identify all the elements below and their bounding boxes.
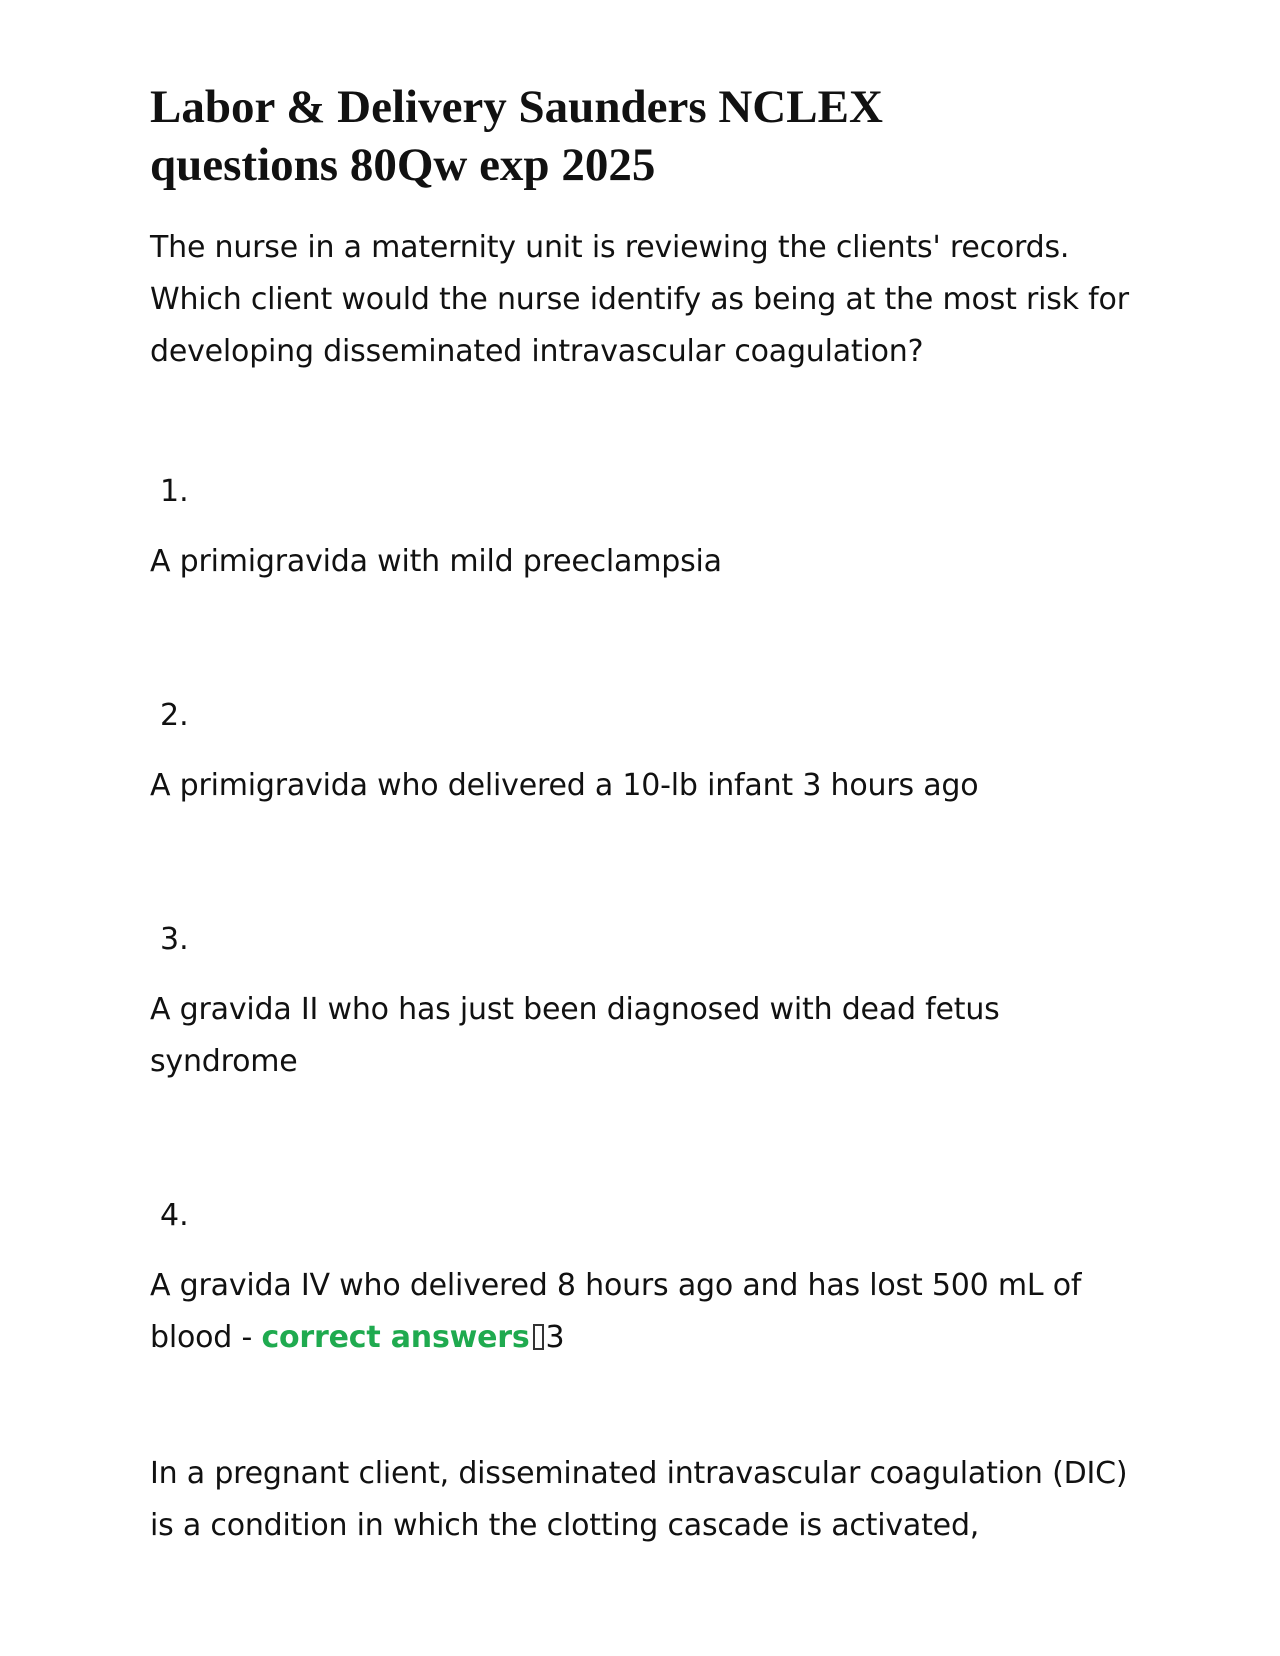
option-1-text: A primigravida with mild preeclampsia [150,544,722,579]
question-text: The nurse in a maternity unit is reviewing the clients' records. Which client would the nurse identify as being at the most risk for developing disseminated intravascular coagulation? [150,230,1129,369]
option-3-number: 3. [160,922,189,957]
option-1-number: 1. [160,474,189,509]
option-4-text: A gravida IV who delivered 8 hours ago and has lost 500 mL of blood - [150,1268,1082,1355]
missing-glyph-box-icon [533,1324,544,1350]
option-4-line [150,1260,1140,1364]
correct-answers-label: correct answers [261,1320,530,1355]
correct-answer-value: 3 [545,1320,565,1355]
option-2-text: A primigravida who delivered a 10-lb infant 3 hours ago [150,768,979,803]
option-3-text: A gravida II who has just been diagnosed with dead fetus syndrome [150,992,1000,1079]
document-title: Labor & Delivery Saunders NCLEX questions 80Qw exp 2025 [150,81,883,191]
document-page [150,78,1140,1552]
option-2-number: 2. [160,698,189,733]
option-4-number: 4. [160,1198,189,1233]
rationale-text: In a pregnant client, disseminated intravascular coagulation (DIC) is a condition in which the clotting cascade is activated, [150,1456,1128,1543]
